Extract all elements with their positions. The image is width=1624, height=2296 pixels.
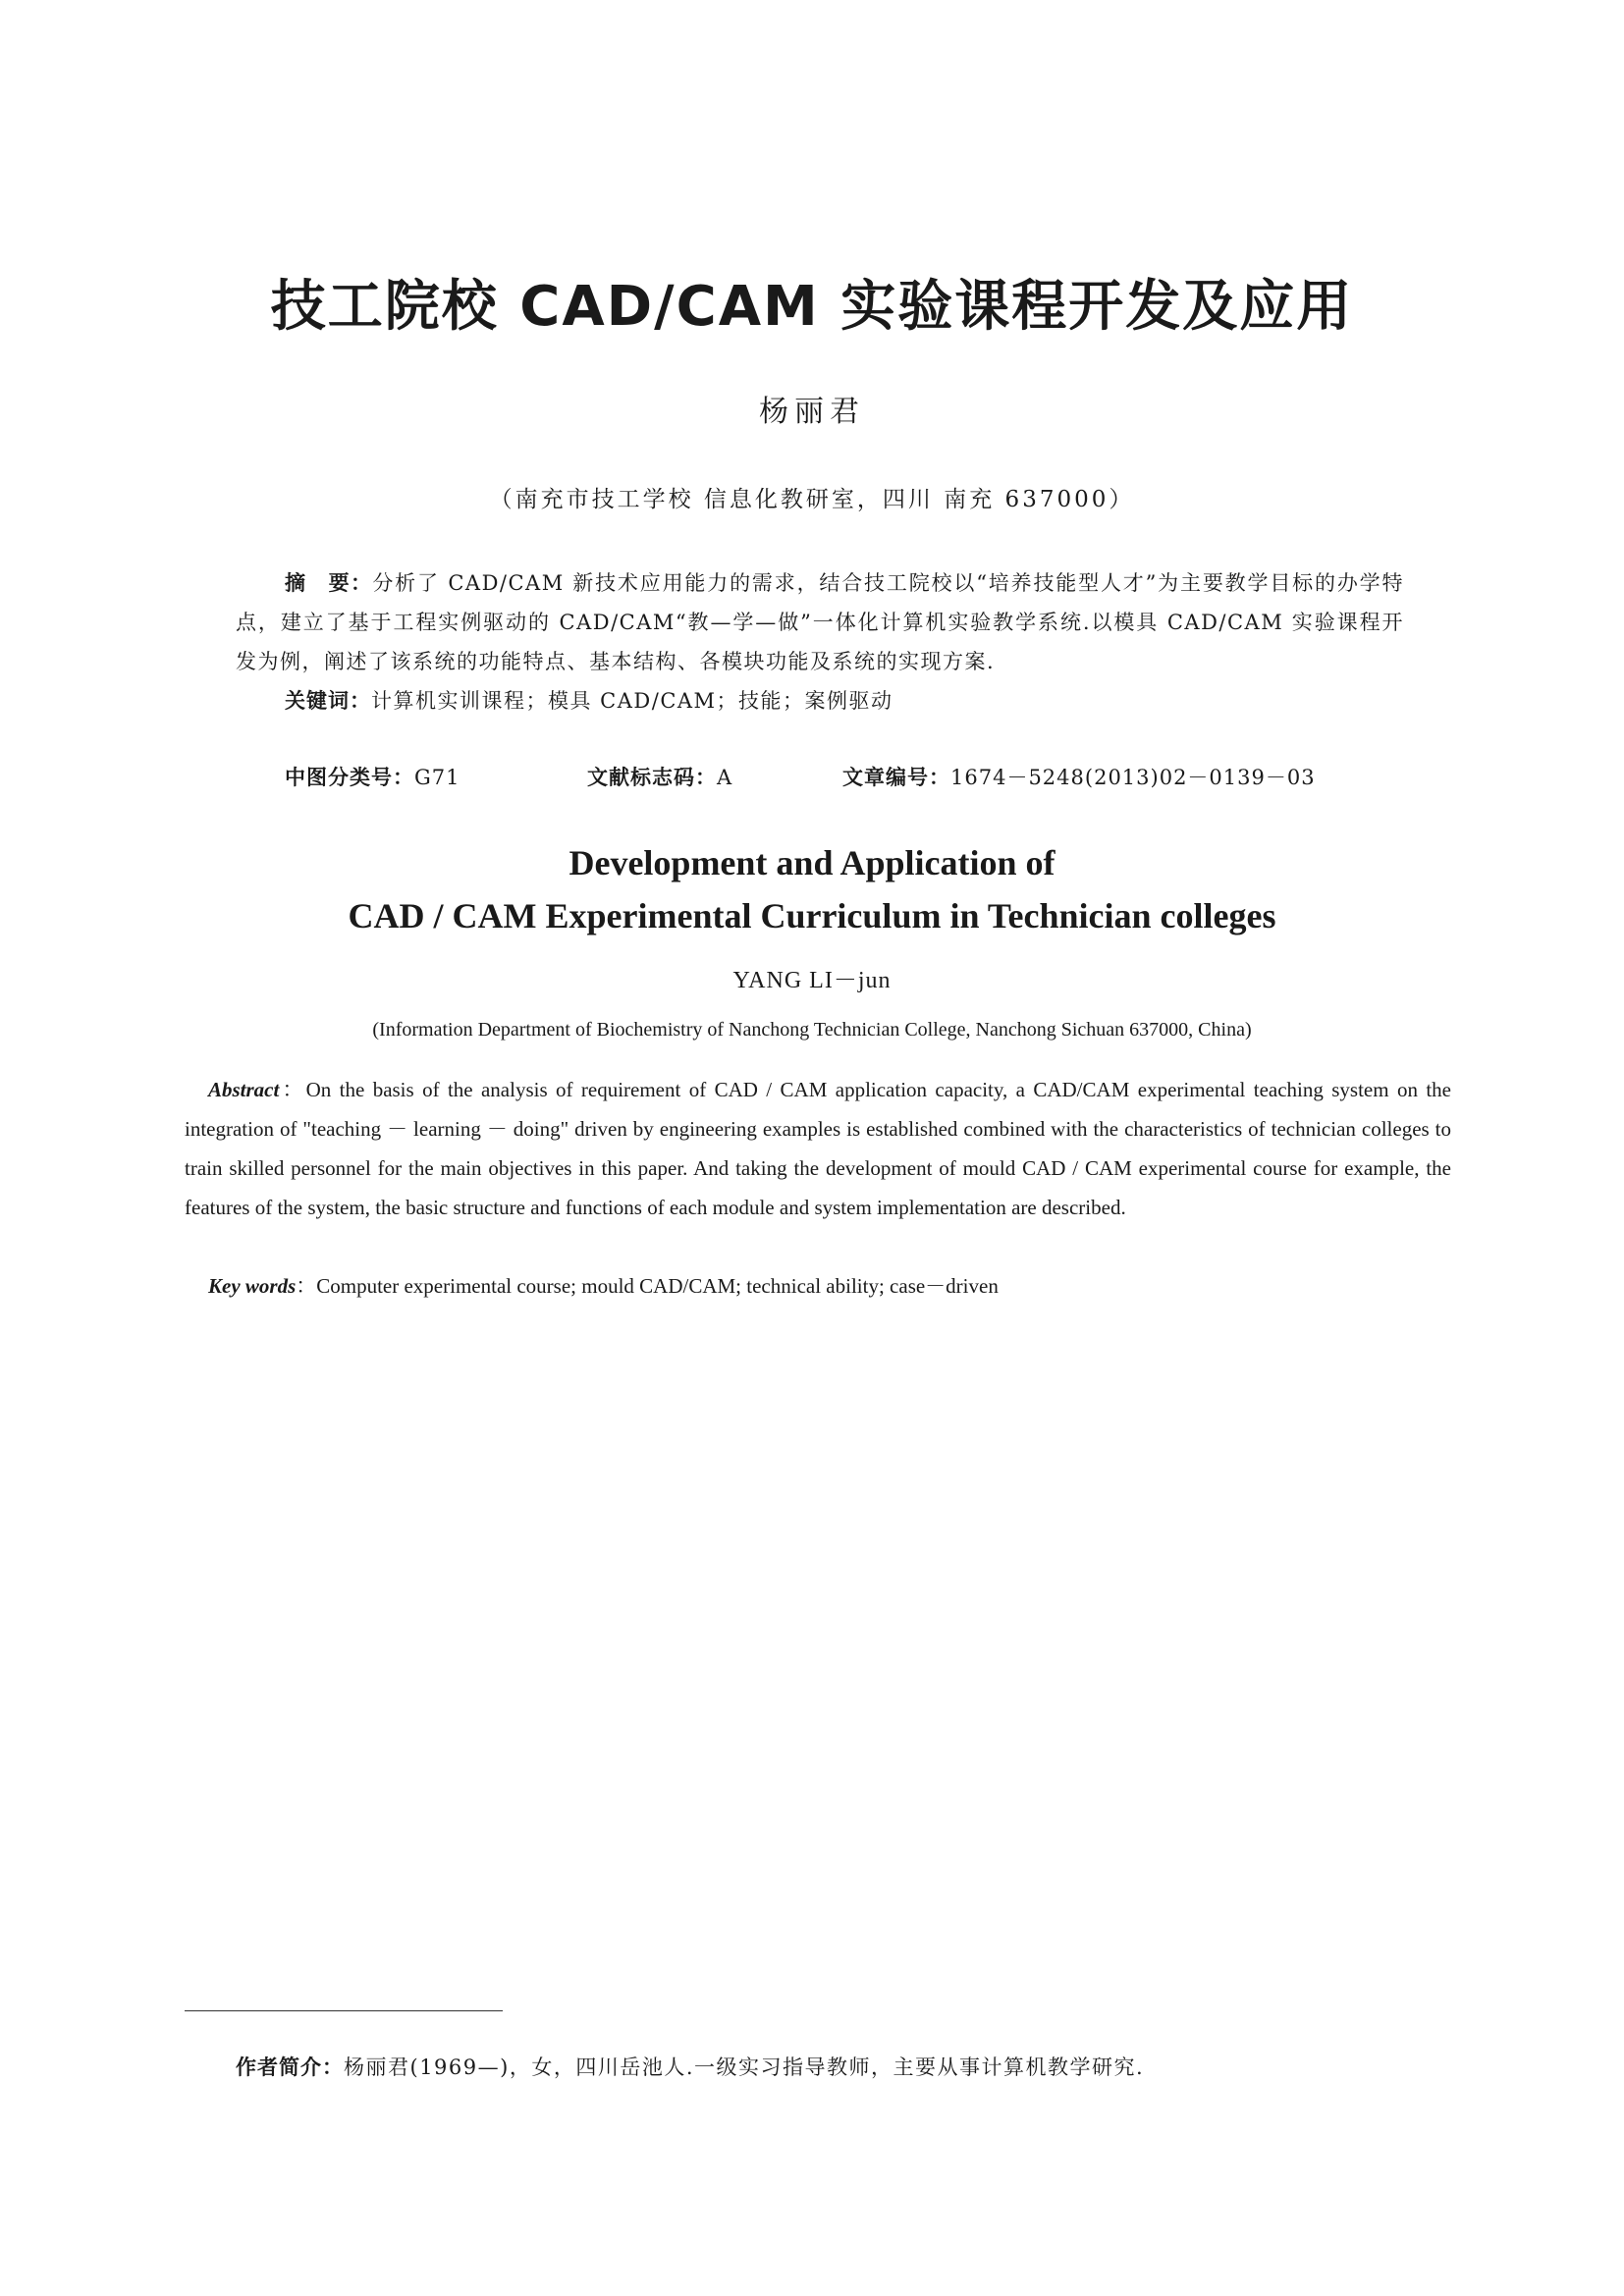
keywords-en-sep: ：: [296, 1274, 317, 1298]
footnote-text: 杨丽君(1969—)，女，四川岳池人.一级实习指导教师，主要从事计算机教学研究.: [344, 2056, 1145, 2079]
keywords-en-text: Computer experimental course; mould CAD/CAM; technical ability; case－driven: [316, 1274, 999, 1298]
abstract-cn-text: 分析了 CAD/CAM 新技术应用能力的需求，结合技工院校以“培养技能型人才”为主要教学目标的办学特点，建立了基于工程实例驱动的 CAD/CAM“教—学—做”一体化计算机实验教学系统.以模具 CAD/CAM 实验课程开发为例，阐述了该系统的功能特点、基本结构、各模块功能及系统的实现方案.: [236, 571, 1405, 673]
keywords-cn-text: 计算机实训课程；模具 CAD/CAM；技能；案例驱动: [371, 689, 893, 713]
article-number-value: 1674－5248(2013)02－0139－03: [950, 766, 1316, 789]
abstract-cn: [236, 563, 1404, 681]
keywords-cn: [285, 681, 1404, 721]
abstract-en-text: On the basis of the analysis of requirement of CAD / CAM application capacity, a CAD/CAM experimental teaching system on the integration of "teaching － learning － doing" driven by engineering examples is established combined with the characteristics of technician colleges to train skilled personnel for the main objectives in this paper. And taking the development of mould CAD / CAM experimental course for example, the features of the system, the basic structure and functions of each module and system implementation are described.: [185, 1078, 1452, 1219]
abstract-en-label: Abstract: [208, 1078, 280, 1101]
doc-code-label: 文献标志码：: [587, 766, 717, 789]
author-footnote: [236, 2052, 1144, 2081]
title-en-line1: Development and Application of: [568, 843, 1056, 882]
article-number: [842, 762, 1316, 791]
clc-number: [285, 762, 460, 791]
keywords-cn-label: 关键词：: [285, 689, 371, 713]
clc-label: 中图分类号：: [285, 766, 414, 789]
author-cn: 杨丽君: [759, 395, 865, 429]
title-cn: 技工院校 CAD/CAM 实验课程开发及应用: [270, 275, 1354, 339]
clc-value: G71: [414, 766, 460, 789]
keywords-en: [208, 1266, 1445, 1306]
document-code: [587, 762, 732, 791]
doc-code-value: A: [717, 766, 733, 789]
abstract-cn-label: 摘 要：: [285, 571, 373, 595]
article-number-label: 文章编号：: [842, 766, 950, 789]
affiliation-en: (Information Department of Biochemistry of Nanchong Technician College, Nanchong Sichuan 637000, China): [372, 1019, 1252, 1041]
abstract-en-sep: ：: [279, 1078, 306, 1101]
footnote-divider: [185, 2010, 503, 2011]
author-en: YANG LI－jun: [732, 968, 892, 993]
affiliation-cn: （南充市技工学校 信息化教研室，四川 南充 637000）: [489, 487, 1135, 512]
footnote-label: 作者简介：: [236, 2056, 344, 2079]
abstract-en: [185, 1070, 1451, 1227]
title-en-line2: CAD / CAM Experimental Curriculum in Technician colleges: [348, 896, 1276, 935]
keywords-en-label: Key words: [208, 1274, 297, 1298]
